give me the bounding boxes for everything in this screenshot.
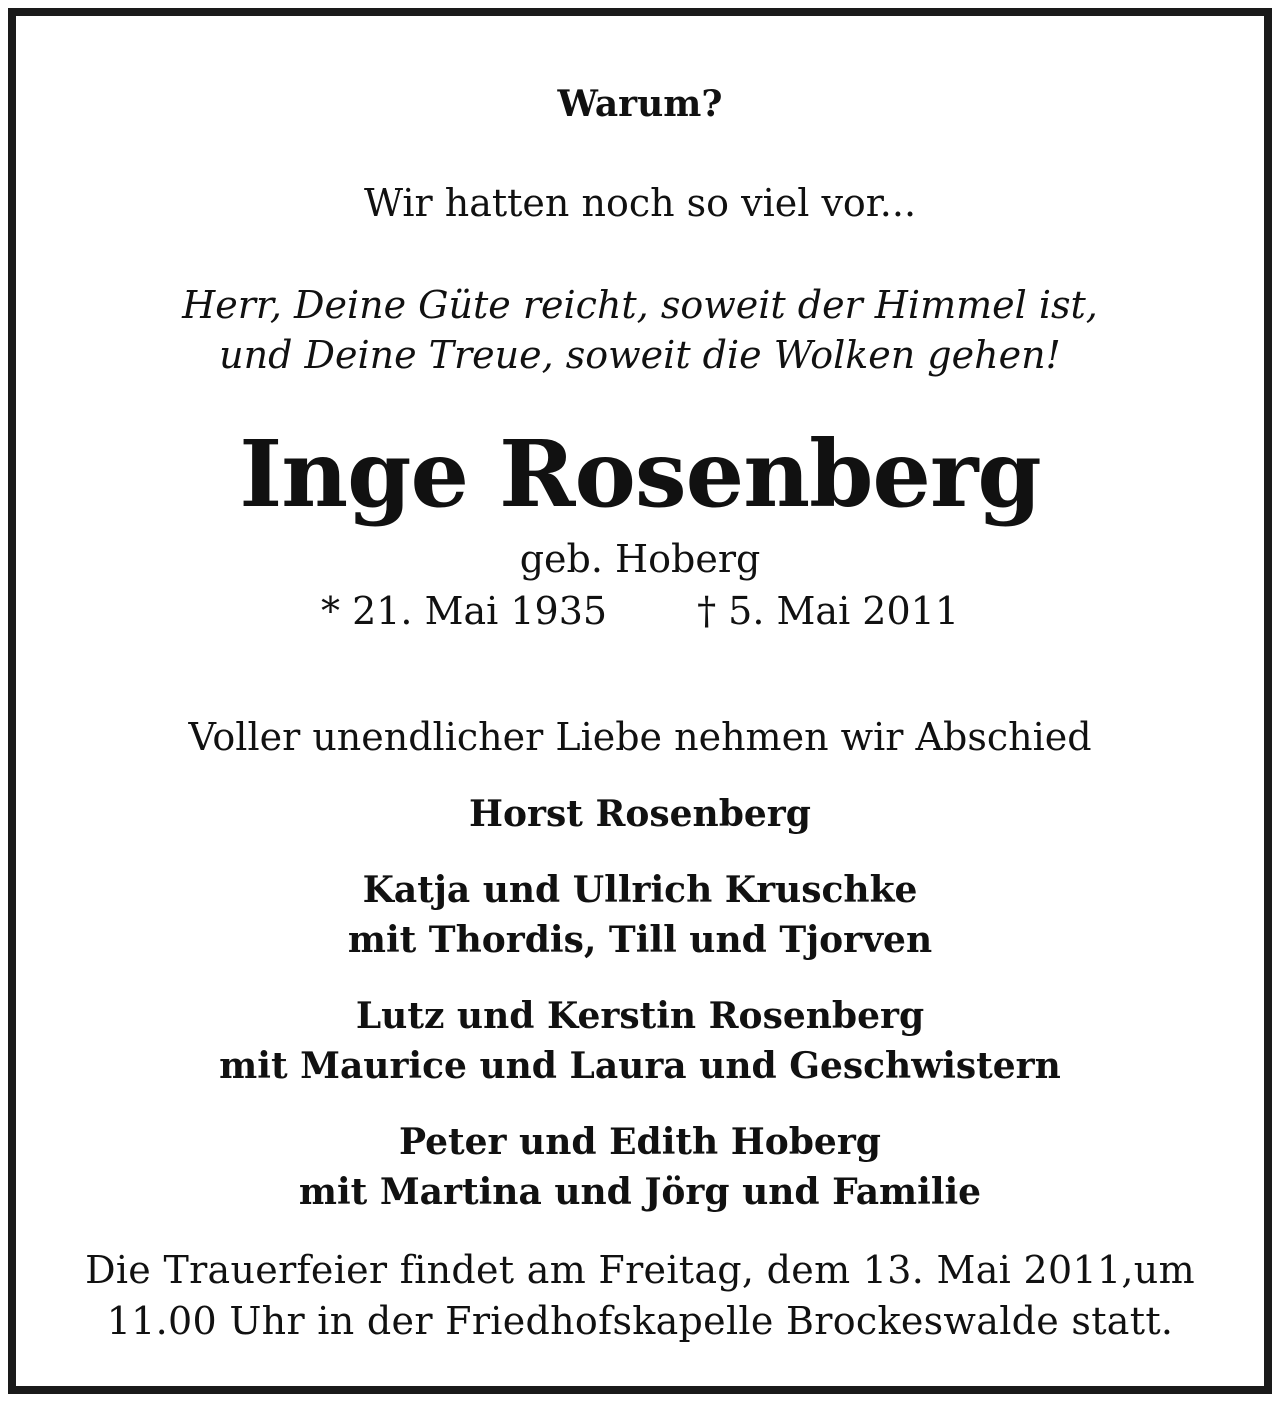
- death-date: † 5. Mai 2011: [697, 589, 960, 633]
- verse-line-2: und Deine Treue, soweit die Wolken gehen!: [219, 333, 1061, 377]
- verse-line-1: Herr, Deine Güte reicht, soweit der Himmel ist,: [182, 283, 1098, 327]
- deceased-name: Inge Rosenberg: [239, 420, 1041, 528]
- birth-date: * 21. Mai 1935: [320, 589, 608, 633]
- mourner-line: mit Maurice und Laura und Geschwistern: [219, 1045, 1061, 1087]
- mourner-line: Katja und Ullrich Kruschke: [362, 869, 918, 911]
- maiden-name: geb. Hoberg: [519, 537, 761, 581]
- mourner-line: mit Thordis, Till und Tjorven: [347, 919, 933, 961]
- life-dates: [16, 589, 1264, 633]
- notice-heading: Warum?: [557, 83, 723, 125]
- mourner-line: mit Martina und Jörg und Familie: [298, 1171, 982, 1213]
- mourner-line: Peter und Edith Hoberg: [399, 1121, 881, 1163]
- service-line-1: Die Trauerfeier findet am Freitag, dem 13. Mai 2011,um: [85, 1248, 1195, 1292]
- service-line-2: 11.00 Uhr in der Friedhofskapelle Brockeswalde statt.: [106, 1299, 1174, 1343]
- farewell-line: Voller unendlicher Liebe nehmen wir Abschied: [188, 715, 1092, 759]
- mourner-line: Horst Rosenberg: [469, 793, 811, 835]
- mourner-line: Lutz und Kerstin Rosenberg: [355, 995, 925, 1037]
- obituary-notice: [8, 8, 1272, 1394]
- intro-line: Wir hatten noch so viel vor...: [363, 181, 917, 225]
